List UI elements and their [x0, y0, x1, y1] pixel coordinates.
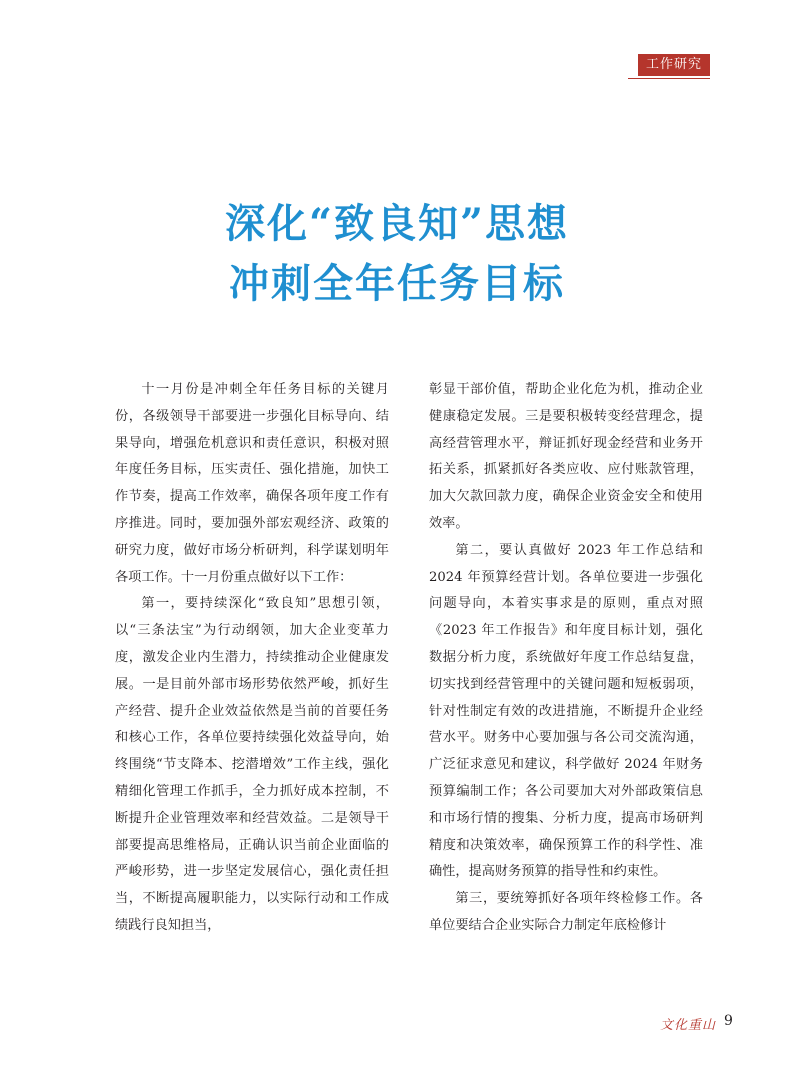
left-text-column [115, 377, 389, 940]
article-title-line-1: 深化“致良知”思想 [224, 200, 569, 247]
page-number: 9 [724, 1013, 733, 1029]
magazine-brand-logo: 文化重山 [660, 1018, 717, 1033]
paragraph-third-point: 第三，要统筹抓好各项年终检修工作。各单位要结合企业实际合力制定年底检修计 [429, 891, 703, 933]
paragraph-intro: 十一月份是冲刺全年任务目标的关键月份，各级领导干部要进一步强化目标导向、结果导向，增强危机意识和责任意识，积极对照年度任务目标，压实责任、强化措施，加快工作节奏，提高工作效率，确保各项年度工作有序推进。同时，要加强外部宏观经济、政策的研究力度，做好市场分析研判，科学谋划明年各项工作。十一月份重点做好以下工作： [115, 382, 389, 585]
paragraph-first-point-continued: 彰显干部价值，帮助企业化危为机，推动企业健康稳定发展。三是要积极转变经营理念，提高经营管理水平，辩证抓好现金经营和业务开拓关系，抓紧抓好各类应收、应付账款管理，加大欠款回款力度，确保企业资金安全和使用效率。 [429, 382, 703, 531]
paragraph-first-point: 第一，要持续深化“致良知”思想引领，以“三条法宝”为行动纲领，加大企业变革力度，激发企业内生潜力，持续推动企业健康发展。一是目前外部市场形势依然严峻，抓好生产经营、提升企业效益依然是当前的首要任务和核心工作，各单位要持续强化效益导向，始终围绕“节支降本、挖潜增效”工作主线，强化精细化管理工作抓手，全力抓好成本控制，不断提升企业管理效率和经营效益。二是领导干部要提高思维格局，正确认识当前企业面临的严峻形势，进一步坚定发展信心，强化责任担当，不断提高履职能力，以实际行动和工作成绩践行良知担当， [115, 596, 389, 933]
right-text-column [429, 377, 703, 940]
article-title-line-2: 冲刺全年任务目标 [229, 260, 565, 307]
section-tag-rule [628, 78, 710, 79]
paragraph-second-point: 第二，要认真做好 2023 年工作总结和 2024 年预算经营计划。各单位要进一步强化问题导向，本着实事求是的原则，重点对照《2023 年工作报告》和年度目标计划，强化数据分析力度，系统做好年度工作总结复盘，切实找到经营管理中的关键问题和短板弱项，针对性制定有效的改进措施，不断提升企业经营水平。财务中心要加强与各公司交流沟通，广泛征求意见和建议，科学做好 2024 年财务预算编制工作；各公司要加大对外部政策信息和市场行情的搜集、分析力度，提高市场研判精度和决策效率，确保预算工作的科学性、准确性，提高财务预算的指导性和约束性。 [429, 542, 703, 880]
section-tag: 工作研究 [638, 54, 710, 76]
